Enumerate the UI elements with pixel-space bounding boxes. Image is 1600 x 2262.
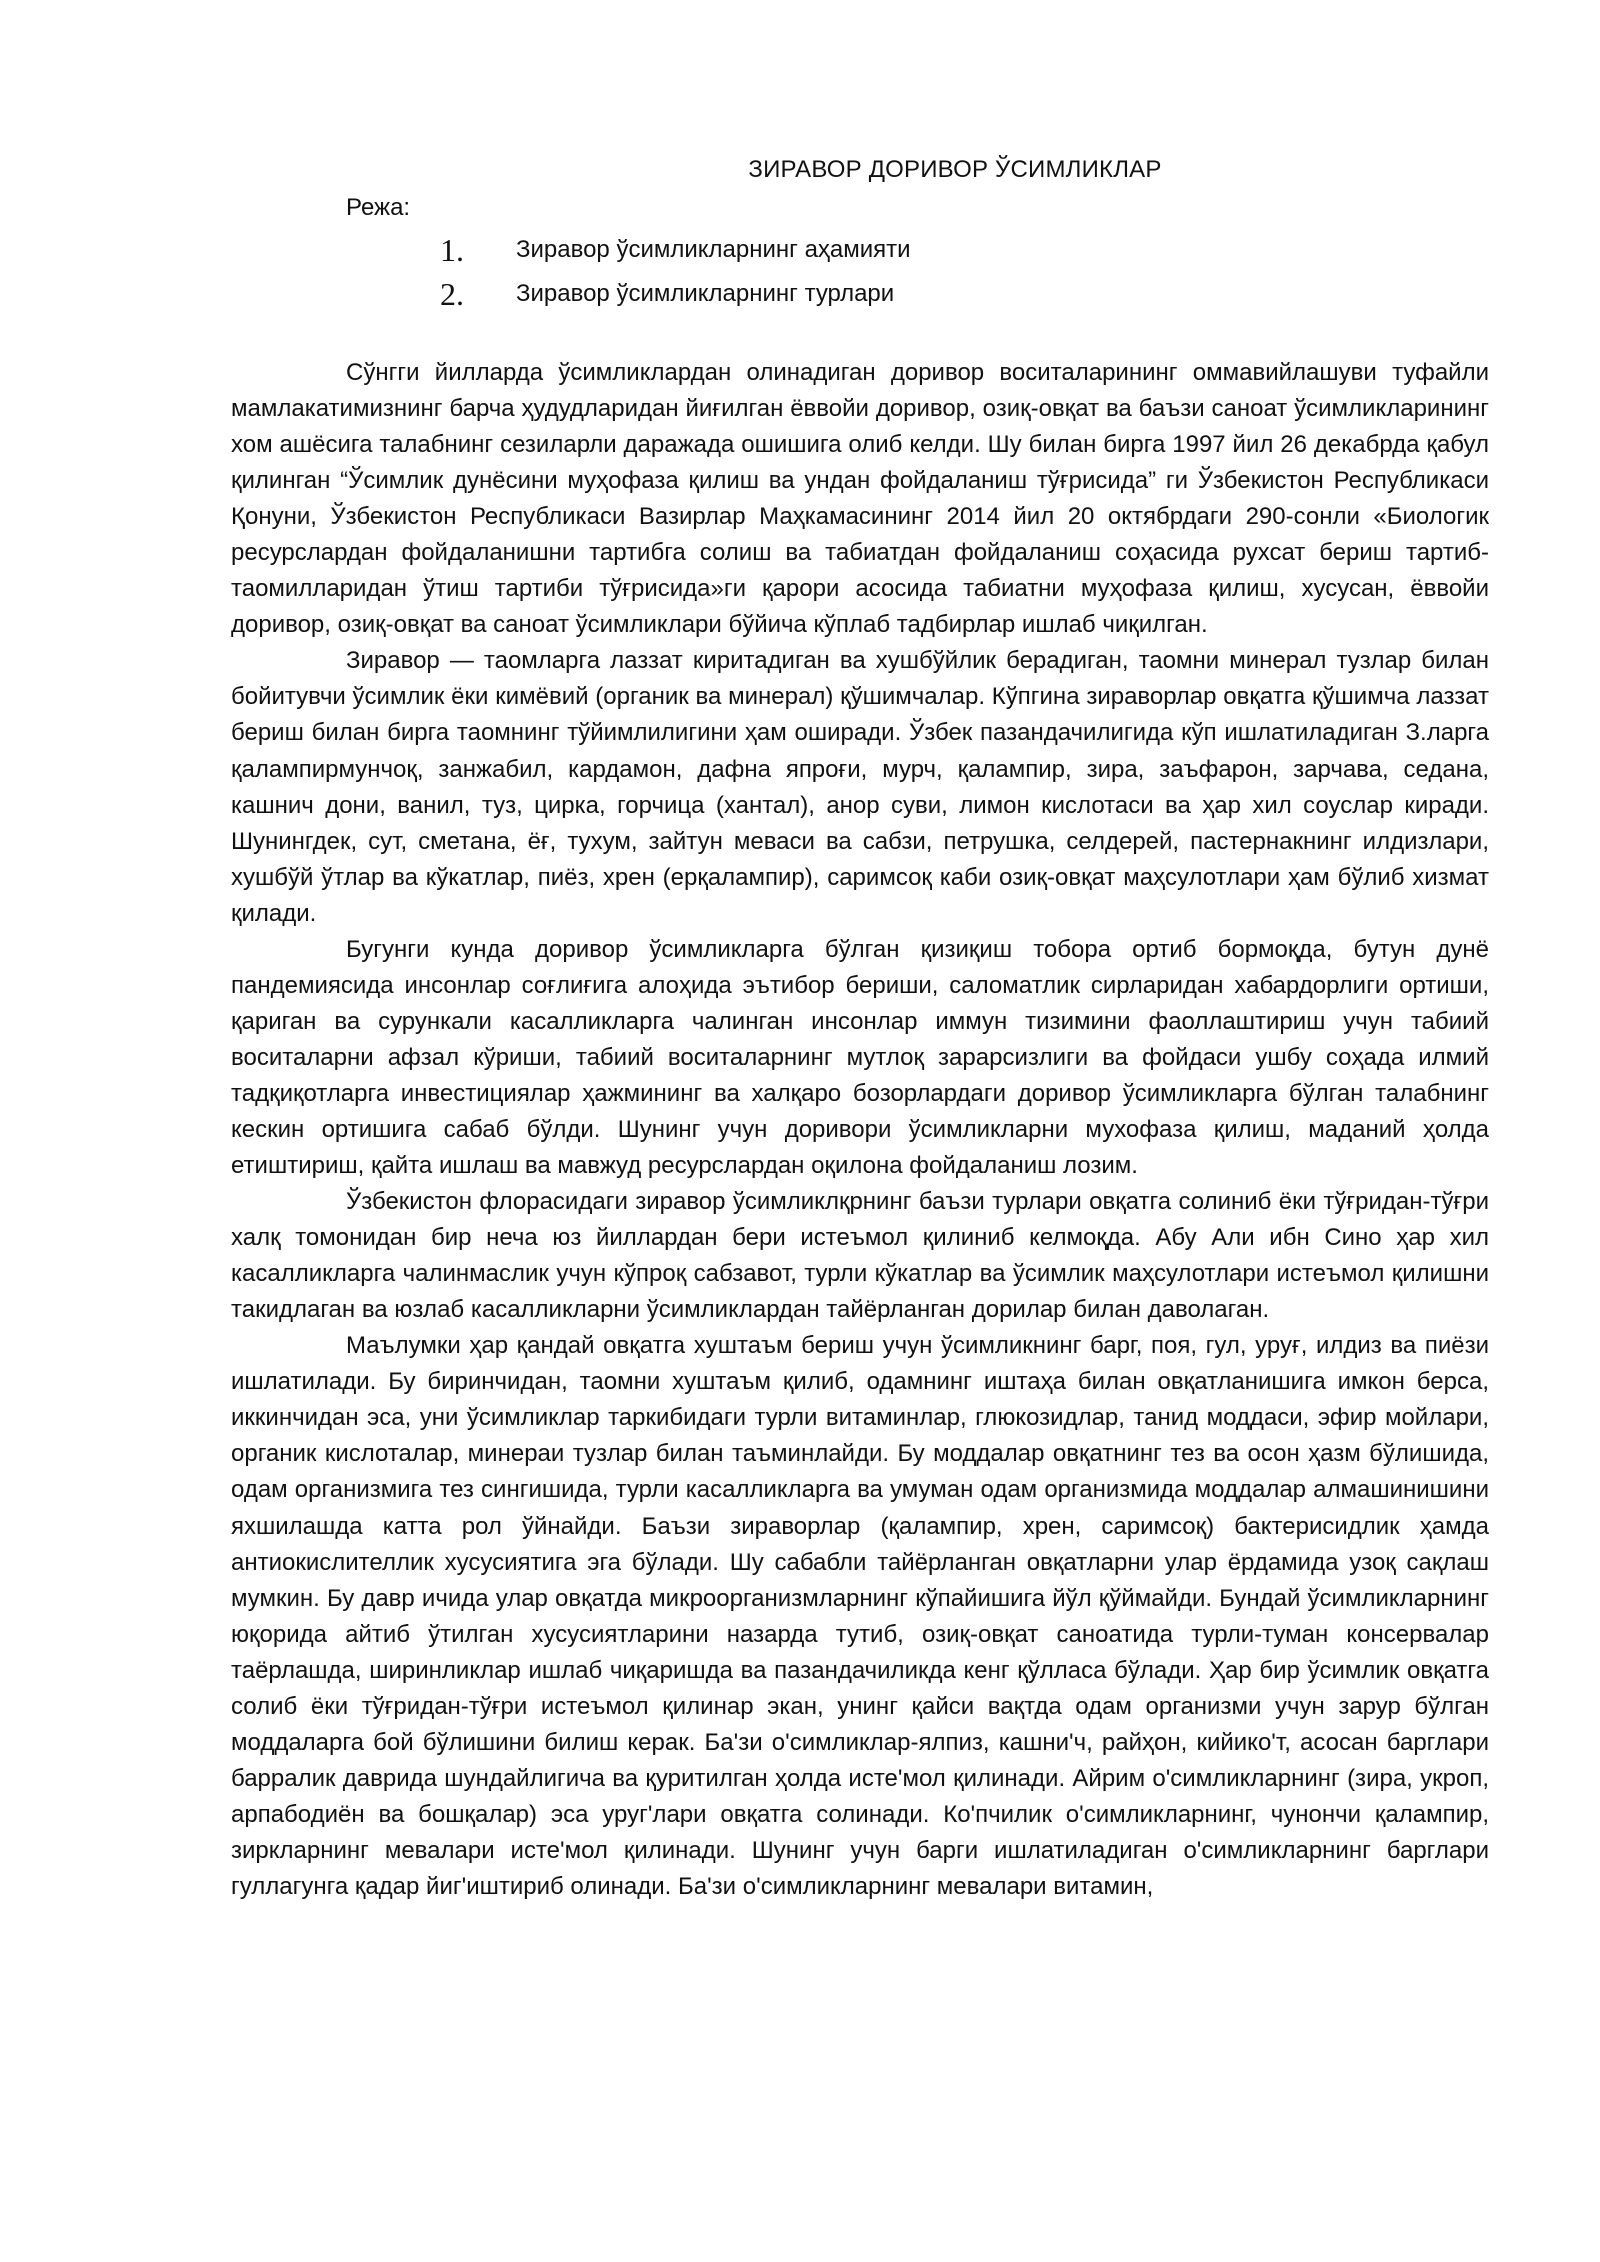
document-title: ЗИРАВОР ДОРИВОР ЎСИМЛИКЛАР bbox=[748, 156, 1162, 183]
body-paragraph: Зиравор — таомларга лаззат киритадиган ва хушбўйлик берадиган, таомни минерал тузлар билан бойитувчи ўсимлик ёки кимёвий (органик ва минерал) қўшимчалар. Кўпгина зираворлар овқатга қўшимча лаззат бериш билан бирга таомнинг тўйимлилигини ҳам оширади. Ўзбек пазандачилигида кўп ишлатиладиган З.ларга қалампирмунчоқ, занжабил, кардамон, дафна япроғи, мурч, қалампир, зира, заъфарон, зарчава, седана, кашнич дони, ванил, туз, цирка, горчица (хантал), анор суви, лимон кислотаси ва ҳар хил соуслар киради. Шунингдек, сут, сметана, ёғ, тухум, зайтун меваси ва сабзи, петрушка, селдерей, пастернакнинг илдизлари, хушбўй ўтлар ва кўкатлар, пиёз, хрен (ерқалампир), саримсоқ каби озиқ-овқат маҳсулотлари ҳам бўлиб хизмат қилади. bbox=[231, 647, 1489, 927]
plan-item-text: Зиравор ўсимликларнинг турлари bbox=[516, 280, 895, 307]
plan-list bbox=[440, 228, 911, 316]
plan-label: Режа: bbox=[346, 194, 411, 221]
body-paragraph: Маълумки ҳар қандай овқатга хуштаъм бериш учун ўсимликнинг барг, поя, гул, уруғ, илдиз ва пиёзи ишлатилади. Бу биринчидан, таомни хуштаъм қилиб, одамнинг иштаҳа билан овқатланишига имкон берса, иккинчидан эса, уни ўсимликлар таркибидаги турли витаминлар, глюкозидлар, танид моддаси, эфир мойлари, органик кислоталар, минераи тузлар билан таъминлайди. Бу моддалар овқатнинг тез ва осон ҳазм бўлишида, одам организмига тез сингишида, турли касалликларга ва умуман одам организмида моддалар алмашинишини яхшилашда катта рол ўйнайди. Баъзи зираворлар (қалампир, хрен, саримсоқ) бактерисидлик ҳамда антиокислителлик хусусиятига эга бўлади. Шу сабабли тайёрланган овқатларни улар ёрдамида узоқ сақлаш мумкин. Бу давр ичида улар овқатда микроорганизмларнинг кўпайишига йўл қўймайди. Бундай ўсимликларнинг юқорида айтиб ўтилган хусусиятларини назарда тутиб, озиқ-овқат саноатида турли-туман консервалар таёрлашда, ширинликлар ишлаб чиқаришда ва пазандачиликда кенг қўлласа бўлади. Ҳар бир ўсимлик овқатга солиб ёки тўғридан-тўғри истеъмол қилинар экан, унинг қайси вақтда одам организми учун зарур бўлган моддаларга бой бўлишини билиш керак. Ба'зи о'симликлар-ялпиз, кашни'ч, райҳон, кийико'т, асосан барглари барралик даврида шундайлигича ва қуритилган ҳолда исте'мол қилинади. Айрим о'симликларнинг (зира, укроп, арпабодиён ва бошқалар) эса уруг'лари овқатга солинади. Ко'пчилик о'симликларнинг, чунончи қалампир, зиркларнинг мевалари исте'мол қилинади. Шунинг учун барги ишлатиладиган о'симликларнинг барглари гуллагунга қадар йиг'иштириб олинади. Ба'зи о'симликларнинг мевалари витамин, bbox=[231, 1332, 1489, 1900]
body-paragraph: Ўзбекистон флорасидаги зиравор ўсимликлқрнинг баъзи турлари овқатга солиниб ёки тўғридан-тўғри халқ томонидан бир неча юз йиллардан бери истеъмол қилиниб келмоқда. Абу Али ибн Сино ҳар хил касалликларга чалинмаслик учун кўпроқ сабзавот, турли кўкатлар ва ўсимлик маҳсулотлари истеъмол қилишни такидлаган ва юзлаб касалликларни ўсимликлардан тайёрланган дорилар билан даволаган. bbox=[231, 1188, 1489, 1324]
document-body bbox=[231, 355, 1489, 1905]
body-paragraph: Сўнгги йилларда ўсимликлардан олинадиган доривор воситаларининг оммавийлашуви туфайли мамлакатимизнинг барча ҳудудларидан йиғилган ёввойи доривор, озиқ-овқат ва баъзи саноат ўсимликларининг хом ашёсига талабнинг сезиларли даражада ошишига олиб келди. Шу билан бирга 1997 йил 26 декабрда қабул қилинган “Ўсимлик дунёсини муҳофаза қилиш ва ундан фойдаланиш тўғрисида” ги Ўзбекистон Республикаси Қонуни, Ўзбекистон Республикаси Вазирлар Маҳкамасининг 2014 йил 20 октябрдаги 290-сонли «Биологик ресурслардан фойдаланишни тартибга солиш ва табиатдан фойдаланиш соҳасида рухсат бериш тартиб-таомилларидан ўтиш тартиби тўғрисида»ги қарори асосида табиатни муҳофаза қилиш, хусусан, ёввойи доривор, озиқ-овқат ва саноат ўсимликлари бўйича кўплаб тадбирлар ишлаб чиқилган. bbox=[231, 359, 1489, 639]
plan-item bbox=[440, 228, 911, 272]
plan-item-number: 1. bbox=[440, 231, 464, 268]
body-paragraph: Бугунги кунда доривор ўсимликларга бўлган қизиқиш тобора ортиб бормоқда, бутун дунё пандемиясида инсонлар соғлиғига алоҳида эътибор бериши, саломатлик сирларидан хабардорлиги ортиши, қариган ва сурункали касалликларга чалинган инсонлар иммун тизимини фаоллаштириш учун табиий воситаларни афзал кўриши, табиий воситаларнинг мутлоқ зарарсизлиги ва фойдаси ушбу соҳада илмий тадқиқотларга инвестициялар ҳажмининг ва халқаро бозорлардаги доривор ўсимликларга бўлган талабнинг кескин ортишига сабаб бўлди. Шунинг учун доривори ўсимликларни мухофаза қилиш, маданий ҳолда етиштириш, қайта ишлаш ва мавжуд ресурслардан оқилона фойдаланиш лозим. bbox=[231, 935, 1489, 1180]
plan-item-text: Зиравор ўсимликларнинг аҳамияти bbox=[516, 236, 911, 263]
plan-item-number: 2. bbox=[440, 275, 464, 312]
plan-item bbox=[440, 272, 911, 316]
